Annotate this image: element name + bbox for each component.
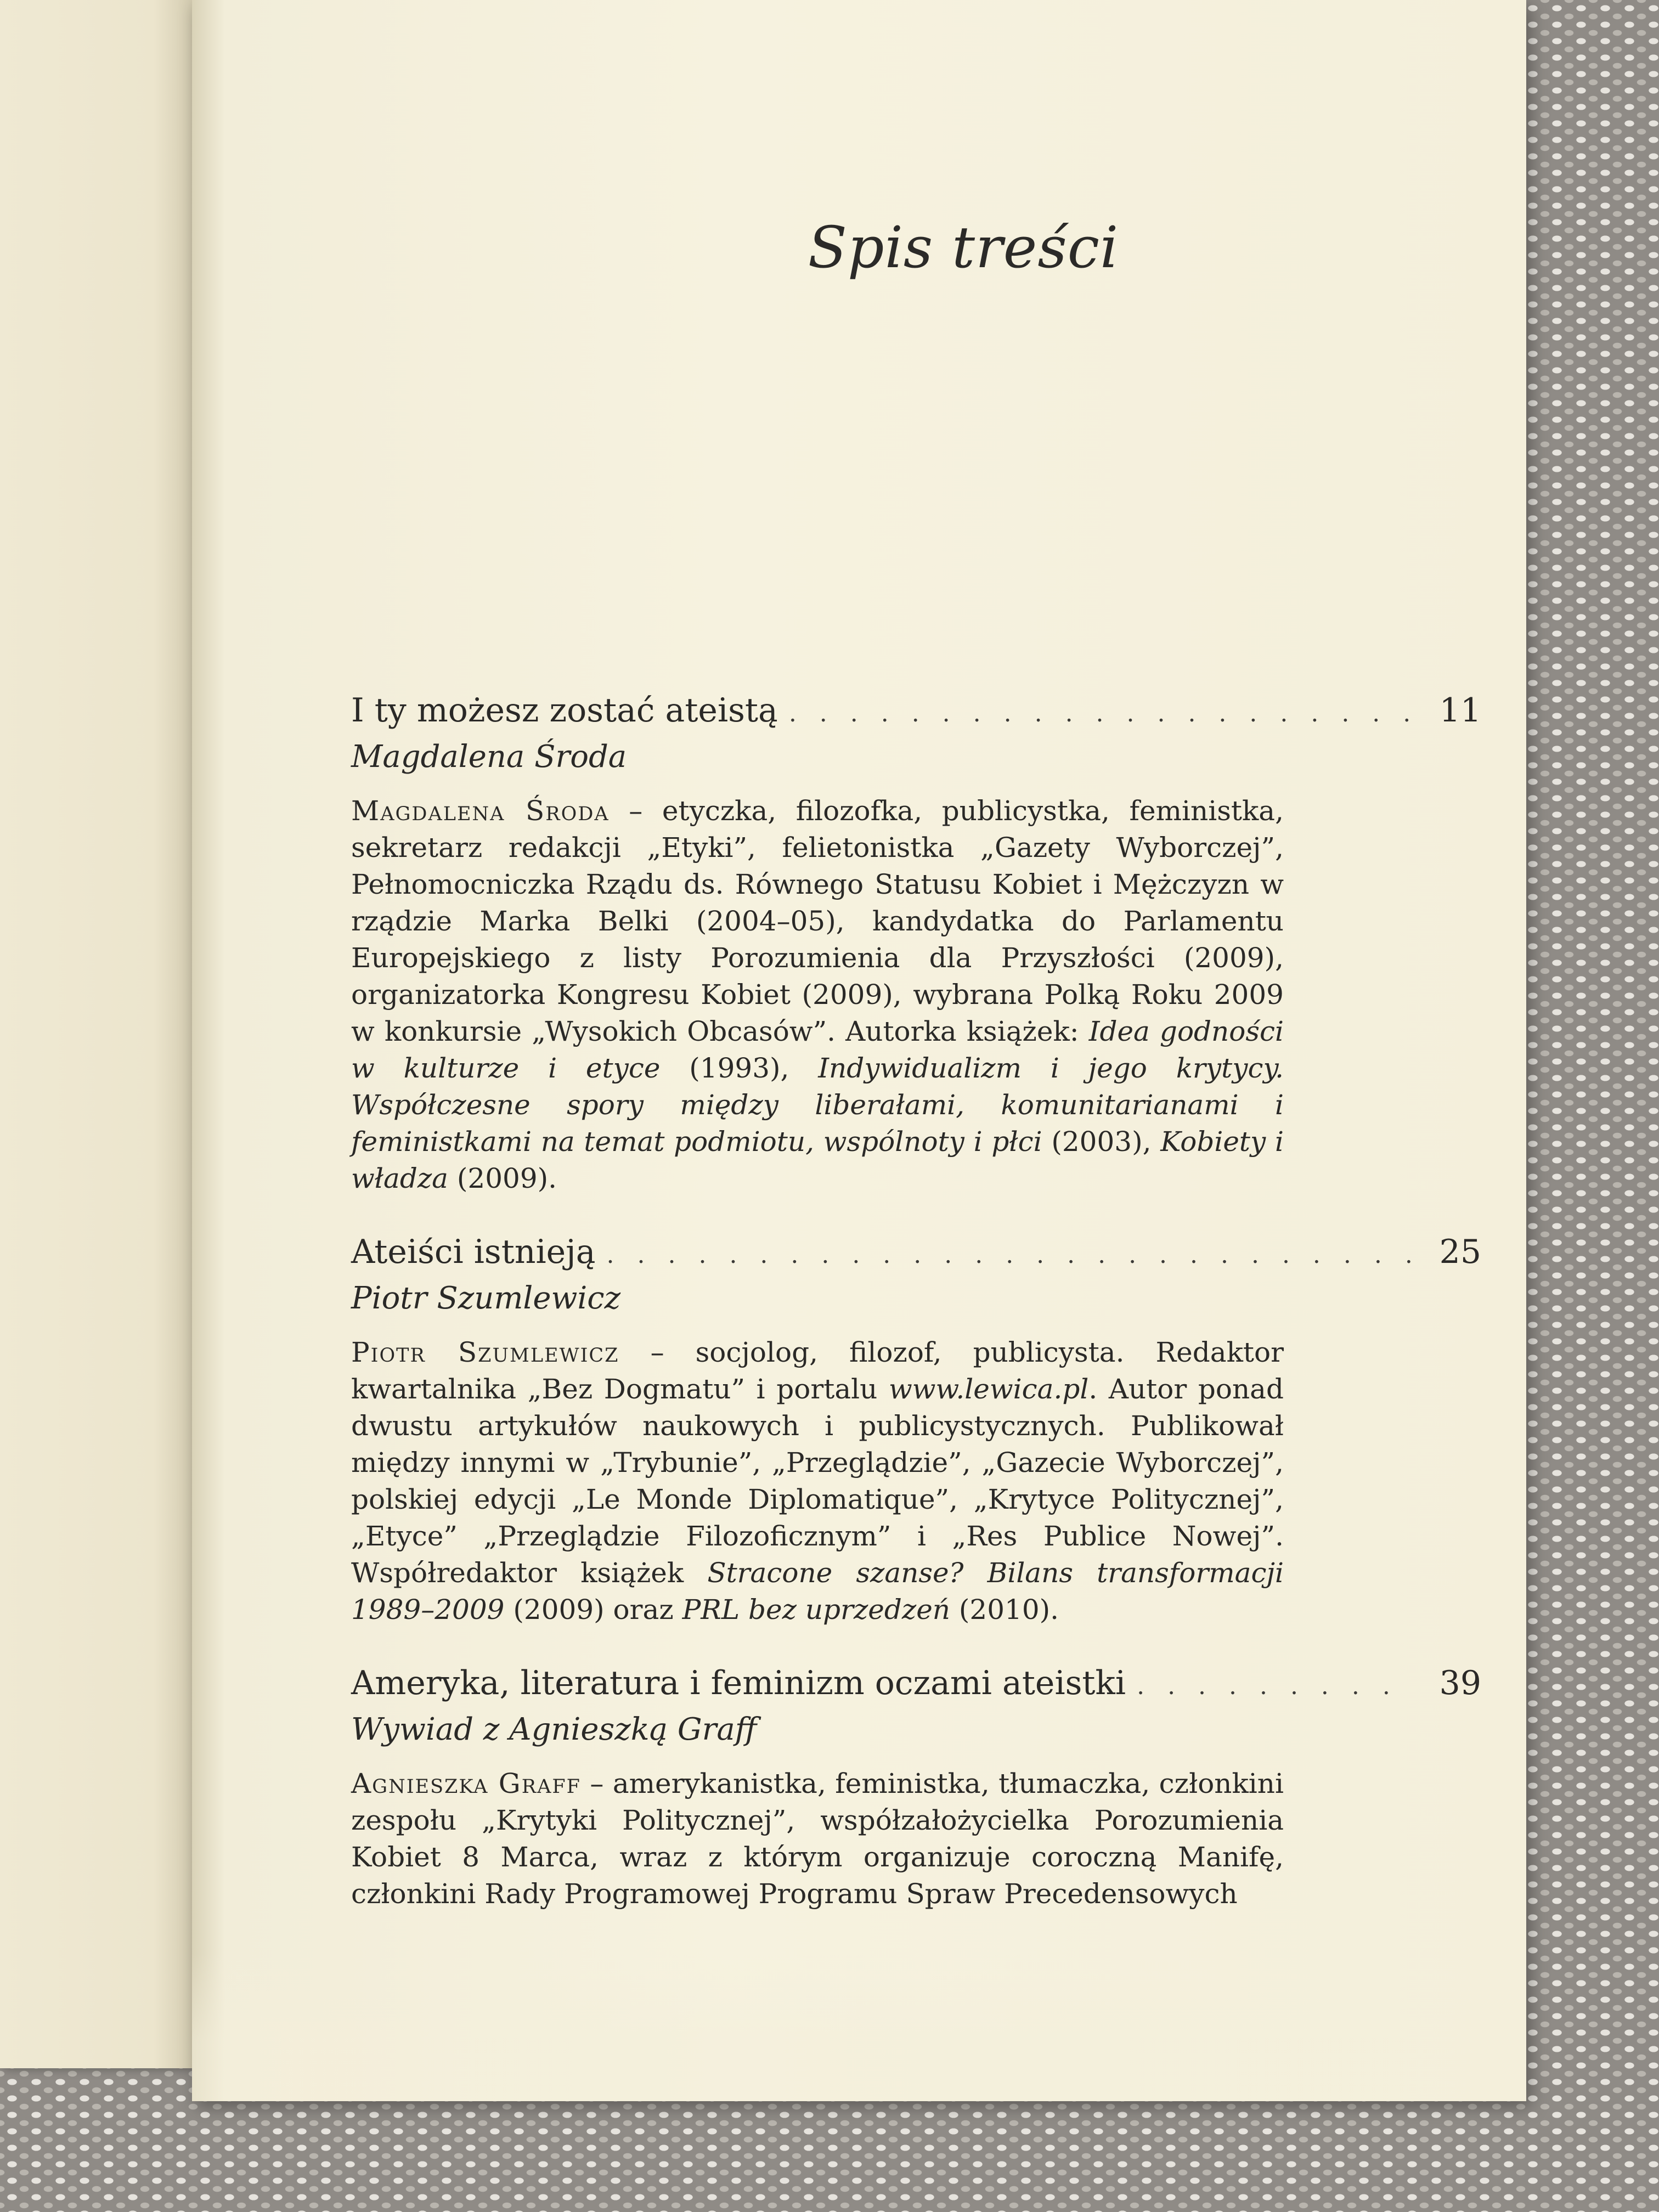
book-page: [192, 0, 1526, 2101]
bio-text: . Autor ponad dwustu artykułów naukowych i publicystycznych. Publikował między innymi w „Trybunie”, „Przeglądzie”, „Gazecie Wyborczej”, polskiej edycji „Le Monde Diplomatique”, „Krytyce Politycznej”, „Etyce” „Przeglądzie Filozoficznym” i „Res Publice Nowej”. Współredaktor książek: [351, 1373, 1284, 1589]
bio-text: (2010).: [950, 1594, 1059, 1626]
bio-text: (2003),: [1042, 1126, 1161, 1158]
toc-entry: [351, 1661, 1481, 1912]
toc-entry-head: [351, 689, 1481, 736]
bio-book-title: PRL bez uprzedzeń: [682, 1594, 951, 1626]
toc-entry-author: Magdalena Środa: [351, 739, 627, 775]
bio-text: (1993),: [660, 1052, 819, 1084]
toc-entry-page: 25: [1439, 1233, 1481, 1271]
toc-entry: [351, 1230, 1481, 1628]
bio-book-title: Stracone szanse? Bilans transformacji 1989–2009: [351, 1557, 1284, 1626]
toc-entry-head: [351, 1661, 1481, 1708]
toc-entry-author: Wywiad z Agnieszką Graff: [351, 1712, 757, 1747]
bio-text: (2009).: [448, 1163, 557, 1194]
toc-entry-page: 39: [1439, 1664, 1481, 1702]
bio-text: – amerykanistka, feministka, tłumaczka, członkini zespołu „Krytyki Politycznej”, współzałożycielka Porozumienia Kobiet 8 Marca, wraz z którym organizuje coroczną Manifę, członkini Rady Programowej Programu Spraw Precedensowych: [351, 1768, 1284, 1910]
author-bio: [351, 1334, 1284, 1628]
toc-entry-page: 11: [1439, 691, 1481, 730]
left-page-edge: [0, 0, 192, 2068]
author-bio: [351, 1765, 1284, 1912]
bio-url: www.lewica.pl: [888, 1373, 1089, 1405]
toc-entry-title: Ateiści istnieją: [351, 1233, 596, 1271]
dot-leader: [789, 692, 1415, 736]
toc-entry: [351, 689, 1481, 1197]
table-of-contents: [351, 689, 1481, 1945]
bio-book-title: Idea godności w kulturze i etyce: [351, 1015, 1284, 1084]
page-bottom-shading: [192, 1953, 1526, 2101]
bio-name: Agnieszka Graff: [351, 1768, 581, 1799]
bio-text: (2009) oraz: [504, 1594, 682, 1626]
dot-leader: [607, 1233, 1415, 1277]
bio-text: – socjolog, filozof, publicysta. Redaktor kwartalnika „Bez Dogmatu” i portalu: [351, 1336, 1284, 1405]
page-title: Spis treści: [808, 214, 1119, 281]
bio-name: Magdalena Środa: [351, 795, 610, 827]
toc-entry-title: I ty możesz zostać ateistą: [351, 691, 778, 730]
bio-book-title: Indywidualizm i jego krytycy. Współczesne spory między liberałami, komunitarianami i feministkami na temat podmiotu, wspólnoty i płci: [351, 1052, 1284, 1158]
author-bio: [351, 793, 1284, 1197]
bio-text: – etyczka, filozofka, publicystka, feministka, sekretarz redakcji „Etyki”, felietonistka „Gazety Wyborczej”, Pełnomocniczka Rządu ds. Równego Statusu Kobiet i Mężczyzn w rządzie Marka Belki (2004–05), kandydatka do Parlamentu Europejskiego z listy Porozumienia dla Przyszłości (2009), organizatorka Kongresu Kobiet (2009), wybrana Polką Roku 2009 w konkursie „Wysokich Obcasów”. Autorka książek:: [351, 795, 1284, 1047]
dot-leader: [1137, 1664, 1415, 1708]
bio-book-title: Kobiety i władza: [351, 1126, 1284, 1194]
toc-entry-title: Ameryka, literatura i feminizm oczami ateistki: [351, 1664, 1126, 1702]
toc-entry-head: [351, 1230, 1481, 1277]
bio-name: Piotr Szumlewicz: [351, 1336, 619, 1368]
toc-entry-author: Piotr Szumlewicz: [351, 1280, 621, 1316]
